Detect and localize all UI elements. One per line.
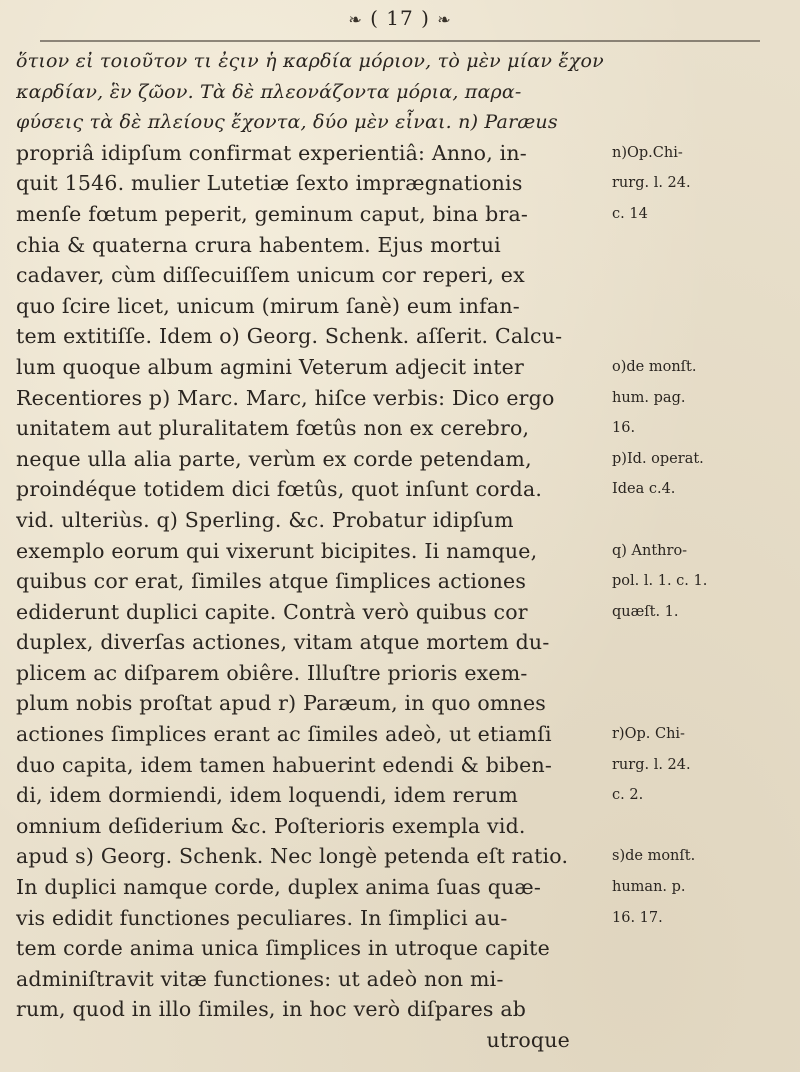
text-line: di, idem dormiendi, idem loquendi, idem rerum xyxy=(16,783,518,808)
margin-note-line: human. p. xyxy=(612,879,686,896)
margin-note-line xyxy=(612,291,798,322)
text-line: φύσεις τὰ δὲ πλείους ἔχοντα, δύο μὲν εἶναι. n) Paræus xyxy=(16,111,558,134)
margin-note-line: 16. 17. xyxy=(612,909,663,926)
ornament-left-icon: ❧ xyxy=(348,10,363,29)
margin-note-line xyxy=(612,627,798,658)
margin-note-line: q) Anthro- xyxy=(612,542,688,559)
text-line: rum, quod in illo ſimiles, in hoc verò diſpares ab xyxy=(16,997,527,1022)
margin-note-line: rurg. l. 24. xyxy=(612,756,691,773)
margin-note-line xyxy=(612,933,798,964)
text-line: In duplici namque corde, duplex anima ſuas quæ- xyxy=(16,875,542,900)
text-line: adminiſtravit vitæ functiones: ut adeò non mi- xyxy=(16,966,504,991)
margin-note-line xyxy=(612,505,798,536)
text-line: vid. ulteriùs. q) Sperling. &c. Probatur idipſum xyxy=(16,507,514,532)
text-line: duplex, diverſas actiones, vitam atque mortem du- xyxy=(16,630,550,655)
text-line: proindéque totidem dici fœtûs, quot inſunt corda. xyxy=(16,477,543,502)
margin-note-line: p)Id. operat. xyxy=(612,450,704,467)
text-line: Recentiores p) Marc. Marc, hiſce verbis: Dico ergo xyxy=(16,385,555,410)
page-number: ( 17 ) xyxy=(370,6,430,30)
text-line: plicem ac diſparem obiêre. Illuſtre prioris exem- xyxy=(16,660,528,685)
text-line: lum quoque album agmini Veterum adjecit inter xyxy=(16,354,524,379)
main-text-column xyxy=(16,46,610,1056)
margin-note-line xyxy=(612,321,798,352)
margin-notes-column xyxy=(612,46,798,1056)
text-line: ediderunt duplici capite. Contrà verò quibus cor xyxy=(16,599,528,624)
margin-note-line: 16. xyxy=(612,420,636,437)
margin-note-line xyxy=(612,964,798,995)
text-line: chia & quaterna crura habentem. Ejus mortui xyxy=(16,232,501,257)
text-line: quit 1546. mulier Lutetiæ ſexto imprægnationis xyxy=(16,171,523,196)
text-line: καρδίαν, ἓν ζῶον. Τὰ δὲ πλεονάζοντα μόρια, παρα- xyxy=(16,80,522,103)
margin-note-line xyxy=(612,77,798,108)
margin-note-line xyxy=(612,46,798,77)
margin-note-line: n)Op.Chi- xyxy=(612,144,683,161)
margin-note-line: Idea c.4. xyxy=(612,481,676,498)
margin-note-line: r)Op. Chi- xyxy=(612,726,685,743)
margin-note-line: c. 14 xyxy=(612,205,648,222)
margin-note-line xyxy=(612,230,798,261)
header-rule xyxy=(40,40,760,42)
margin-note-line: c. 2. xyxy=(612,787,644,804)
margin-note-line: hum. pag. xyxy=(612,389,686,406)
margin-note-line: s)de monſt. xyxy=(612,848,696,865)
ornament-right-icon: ❧ xyxy=(437,10,452,29)
margin-note-line xyxy=(612,107,798,138)
text-line: quibus cor erat, ſimiles atque ſimplices actiones xyxy=(16,569,527,594)
text-line: actiones ſimplices erant ac ſimiles adeò, ut etiamſi xyxy=(16,722,552,747)
text-line: quo ſcire licet, unicum (mirum ſanè) eum infan- xyxy=(16,293,520,318)
margin-note-line xyxy=(612,658,798,689)
text-line: neque ulla alia parte, verùm ex corde petendam, xyxy=(16,446,532,471)
margin-note-line xyxy=(612,688,798,719)
text-line: omnium deſiderium &c. Poſterioris exempla vid. xyxy=(16,813,526,838)
text-line: cadaver, cùm diſſecuiſſem unicum cor reperi, ex xyxy=(16,263,525,288)
text-line: duo capita, idem tamen habuerint edendi & biben- xyxy=(16,752,552,777)
text-line: plum nobis proſtat apud r) Paræum, in quo omnes xyxy=(16,691,546,716)
text-line: propriâ idipſum confirmat experientiâ: Anno, in- xyxy=(16,140,527,165)
margin-note-line xyxy=(612,1025,798,1056)
text-line: menſe fœtum peperit, geminum caput, bina bra- xyxy=(16,201,529,226)
margin-note-line: quæſt. 1. xyxy=(612,603,679,620)
text-line: vis edidit functiones peculiares. In ſimplici au- xyxy=(16,905,508,930)
page-header xyxy=(250,6,550,36)
margin-note-line: o)de monſt. xyxy=(612,358,697,375)
margin-note-line xyxy=(612,260,798,291)
text-line: utroque xyxy=(486,1028,570,1052)
text-line: tem corde anima unica ſimplices in utroque capite xyxy=(16,936,550,961)
text-line: exemplo eorum qui vixerunt bicipites. Ii namque, xyxy=(16,538,538,563)
text-line: unitatem aut pluralitatem fœtûs non ex cerebro, xyxy=(16,416,530,441)
text-line: apud s) Georg. Schenk. Nec longè petenda eſt ratio. xyxy=(16,844,569,869)
margin-note-line: pol. l. 1. c. 1. xyxy=(612,573,708,590)
text-line: ὅτιον εἰ τοιοῦτον τι ἐςιν ἡ καρδία μόριον, τὸ μὲν μίαν ἔχον xyxy=(16,50,604,72)
margin-note-line xyxy=(612,811,798,842)
text-line: tem extitiſſe. Idem o) Georg. Schenk. aſſerit. Calcu- xyxy=(16,324,563,349)
margin-note-line xyxy=(612,994,798,1025)
margin-note-line: rurg. l. 24. xyxy=(612,175,691,192)
